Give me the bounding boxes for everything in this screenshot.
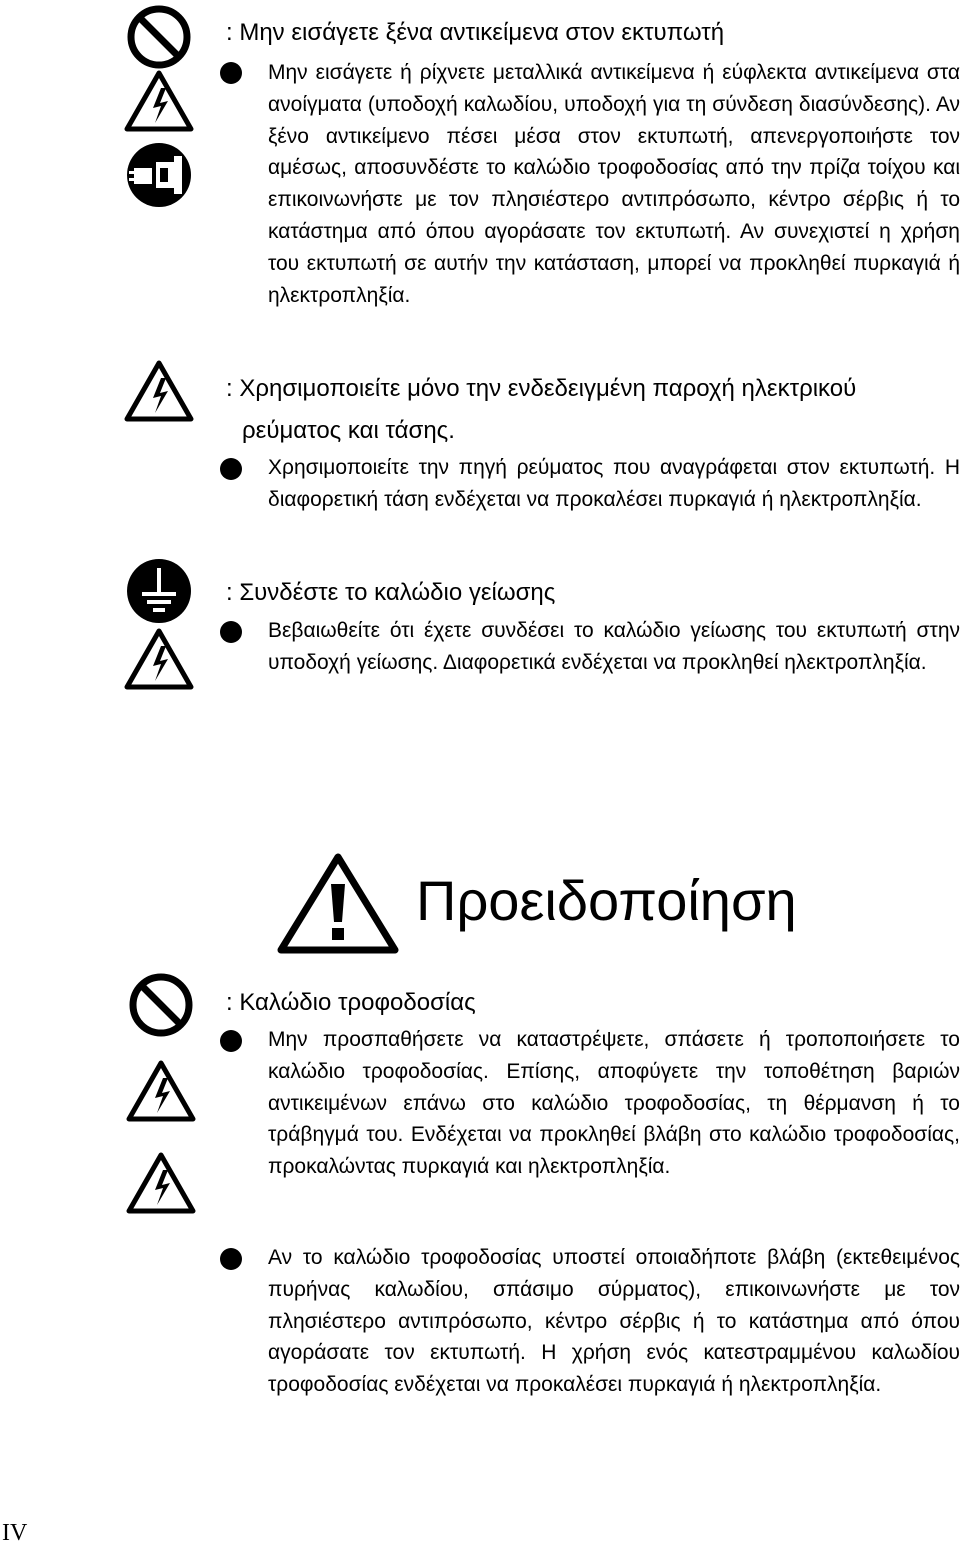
bullet-point — [220, 1030, 242, 1052]
bullet-point — [220, 458, 242, 480]
warning-triangle-icon — [276, 852, 400, 954]
bullet-point — [220, 1248, 242, 1270]
bullet-point — [220, 62, 242, 84]
prohibition-icon — [128, 972, 194, 1038]
paragraph: Χρησιμοποιείτε την πηγή ρεύματος που αναγράφεται στον εκτυπωτή. Η διαφορετική τάση ενδέχεται να προκαλέσει πυρκαγιά ή ηλεκτροπληξία. — [268, 456, 960, 511]
section-heading: : Μην εισάγετε ξένα αντικείμενα στον εκτυπωτή — [226, 19, 725, 46]
unplug-icon — [126, 142, 192, 208]
paragraph: Βεβαιωθείτε ότι έχετε συνδέσει το καλώδιο γείωσης του εκτυπωτή στην υποδοχή γείωσης. Διαφορετικά ενδέχεται να προκληθεί ηλεκτροπληξία. — [268, 619, 960, 674]
warning-title: Προειδοποίηση — [416, 869, 797, 932]
electric-shock-icon — [124, 70, 194, 132]
electric-shock-icon — [124, 628, 194, 690]
paragraph: Αν το καλώδιο τροφοδοσίας υποστεί οποιαδήποτε βλάβη (εκτεθειμένος πυρήνας καλωδίου, σπάσιμο σύρματος), επικοινωνήστε με τον πλησιέστερο αντιπρόσωπο, κέντρο σέρβις ή το κατάστημα από όπου αγοράσατε τον εκτυπωτή. Η χρήση ενός κατεστραμμένου καλωδίου τροφοδοσίας ενδέχεται να προκαλέσει πυρκαγιά ή ηλεκτροπληξία. — [268, 1246, 960, 1397]
electric-shock-icon — [126, 1152, 196, 1214]
section-heading: : Συνδέστε το καλώδιο γείωσης — [226, 579, 556, 606]
section-heading: : Χρησιμοποιείτε μόνο την ενδεδειγμένη παροχή ηλεκτρικού — [226, 375, 857, 402]
section-heading-continued: ρεύματος και τάσης. — [242, 417, 455, 444]
page-number: IV — [2, 1520, 28, 1546]
electric-shock-icon — [126, 1060, 196, 1122]
paragraph: Μην εισάγετε ή ρίχνετε μεταλλικά αντικείμενα ή εύφλεκτα αντικείμενα στα ανοίγματα (υποδοχή καλωδίου, υποδοχή για τη σύνδεση διασύνδεσης). Αν ξένο αντικείμενο πέσει μέσα στον εκτυπωτή, απενεργοποιήστε τον αμέσως, αποσυνδέστε το καλώδιο τροφοδοσίας από την πρίζα τοίχου και επικοινωνήστε με τον πλησιέστερο αντιπρόσωπο, κέντρο σέρβις ή το κατάστημα από όπου αγοράσατε τον εκτυπωτή. Αν συνεχιστεί η χρήση του εκτυπωτή σε αυτήν την κατάσταση, μπορεί να προκληθεί πυρκαγιά ή ηλεκτροπληξία. — [268, 61, 960, 307]
section-heading: : Καλώδιο τροφοδοσίας — [226, 989, 476, 1016]
paragraph: Μην προσπαθήσετε να καταστρέψετε, σπάσετε ή τροποποιήσετε το καλώδιο τροφοδοσίας. Επίσης, αποφύγετε την τοποθέτηση βαριών αντικειμένων επάνω στο καλώδιο τροφοδοσίας, τη θέρμανση ή το τράβηγμά του. Ενδέχεται να προκληθεί βλάβη στο καλώδιο τροφοδοσίας, προκαλώντας πυρκαγιά και ηλεκτροπληξία. — [268, 1028, 960, 1179]
electric-shock-icon — [124, 360, 194, 422]
ground-icon — [126, 558, 192, 624]
prohibition-icon — [126, 4, 192, 70]
bullet-point — [220, 621, 242, 643]
